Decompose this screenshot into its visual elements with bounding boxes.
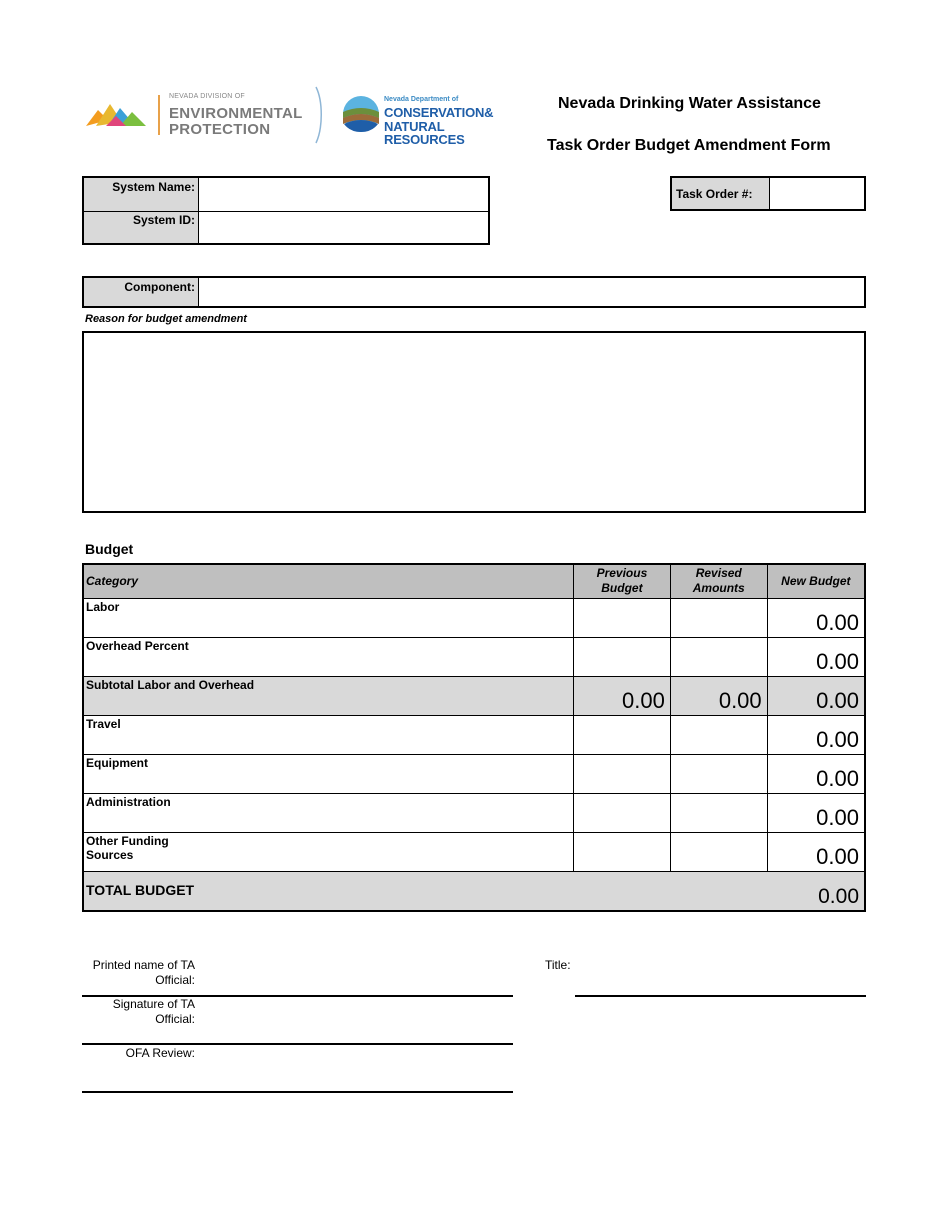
- system-name-label: System Name:: [84, 178, 199, 211]
- new-budget-cell: 0.00: [767, 598, 865, 637]
- dcnr-logo: [342, 94, 512, 147]
- reason-label: Reason for budget amendment: [85, 313, 247, 325]
- budget-table: [82, 563, 866, 912]
- table-row-other-funding: [83, 832, 865, 871]
- signature-line2: Official:: [155, 1012, 195, 1026]
- revised-amount-cell[interactable]: [670, 793, 767, 832]
- dcnr-line2: NATURAL RESOURCES: [384, 119, 465, 147]
- total-budget-label: TOTAL BUDGET: [83, 871, 767, 911]
- revised-amount-cell: 0.00: [670, 676, 767, 715]
- new-budget-cell: 0.00: [767, 715, 865, 754]
- row-category: Travel: [83, 715, 574, 754]
- row-category-line2: Sources: [86, 847, 134, 862]
- landscape-icon: [342, 94, 380, 134]
- ofa-review-line[interactable]: [82, 1091, 513, 1093]
- ndep-line2: PROTECTION: [169, 121, 271, 138]
- previous-budget-cell[interactable]: [574, 754, 671, 793]
- new-budget-cell: 0.00: [767, 676, 865, 715]
- new-budget-cell: 0.00: [767, 793, 865, 832]
- component-label: Component:: [84, 278, 199, 306]
- budget-heading: Budget: [85, 541, 134, 557]
- col-revised-line2: Amounts: [692, 581, 745, 596]
- previous-budget-cell[interactable]: [574, 637, 671, 676]
- ndep-logo: [86, 92, 301, 138]
- system-id-label: System ID:: [84, 211, 199, 243]
- system-name-field[interactable]: [200, 178, 488, 211]
- new-budget-cell: 0.00: [767, 832, 865, 871]
- total-budget-value: 0.00: [767, 871, 865, 911]
- task-order-box: [670, 176, 866, 211]
- row-category: Equipment: [83, 754, 574, 793]
- previous-budget-cell[interactable]: [574, 793, 671, 832]
- table-row-subtotal: [83, 676, 865, 715]
- reason-textarea[interactable]: [82, 331, 866, 513]
- col-new-budget: New Budget: [767, 564, 865, 598]
- form-title: Nevada Drinking Water Assistance: [558, 95, 821, 112]
- previous-budget-cell[interactable]: [574, 715, 671, 754]
- revised-amount-cell[interactable]: [670, 637, 767, 676]
- col-category: Category: [83, 564, 574, 598]
- printed-name-line1: Printed name of TA: [92, 958, 195, 972]
- system-id-field[interactable]: [200, 212, 488, 243]
- row-category: Overhead Percent: [83, 637, 574, 676]
- dcnr-line1: CONSERVATION&: [384, 105, 494, 120]
- row-category: [83, 832, 574, 871]
- printed-name-label: [82, 958, 195, 988]
- revised-amount-cell[interactable]: [670, 832, 767, 871]
- table-row-overhead: [83, 637, 865, 676]
- col-previous-line2: Budget: [601, 581, 643, 596]
- revised-amount-cell[interactable]: [670, 715, 767, 754]
- signature-line1: Signature of TA: [112, 997, 195, 1011]
- logo-divider: [313, 86, 325, 144]
- component-field[interactable]: [200, 278, 864, 306]
- form-subtitle: Task Order Budget Amendment Form: [547, 137, 831, 154]
- new-budget-cell: 0.00: [767, 637, 865, 676]
- revised-amount-cell[interactable]: [670, 754, 767, 793]
- task-order-label: Task Order #:: [672, 178, 770, 209]
- col-revised-line1: Revised: [695, 566, 742, 581]
- task-order-field[interactable]: [771, 178, 864, 209]
- signature-line[interactable]: [82, 1043, 513, 1045]
- component-box: [82, 276, 866, 308]
- row-category: Administration: [83, 793, 574, 832]
- ofa-review-label: OFA Review:: [125, 1046, 195, 1060]
- table-row-equipment: [83, 754, 865, 793]
- signature-label: [82, 997, 195, 1027]
- row-category-line1: Other Funding: [86, 833, 169, 848]
- dcnr-small-text: Nevada Department of: [384, 96, 459, 103]
- col-previous-budget: [574, 564, 671, 598]
- table-row-total: [83, 871, 865, 911]
- mountain-icon: [86, 100, 148, 128]
- title-line[interactable]: [575, 995, 866, 997]
- row-category: Subtotal Labor and Overhead: [83, 676, 574, 715]
- previous-budget-cell[interactable]: [574, 598, 671, 637]
- previous-budget-cell[interactable]: [574, 832, 671, 871]
- col-revised-amounts: [670, 564, 767, 598]
- previous-budget-cell: 0.00: [574, 676, 671, 715]
- col-previous-line1: Previous: [596, 566, 648, 581]
- ndep-line1: ENVIRONMENTAL: [169, 105, 303, 122]
- title-label: Title:: [545, 958, 571, 972]
- table-row-travel: [83, 715, 865, 754]
- system-info-box: [82, 176, 490, 245]
- row-category: Labor: [83, 598, 574, 637]
- ndep-small-text: NEVADA DIVISION OF: [169, 93, 245, 100]
- budget-header-row: [83, 564, 865, 598]
- revised-amount-cell[interactable]: [670, 598, 767, 637]
- new-budget-cell: 0.00: [767, 754, 865, 793]
- table-row-labor: [83, 598, 865, 637]
- printed-name-line2: Official:: [155, 973, 195, 987]
- table-row-administration: [83, 793, 865, 832]
